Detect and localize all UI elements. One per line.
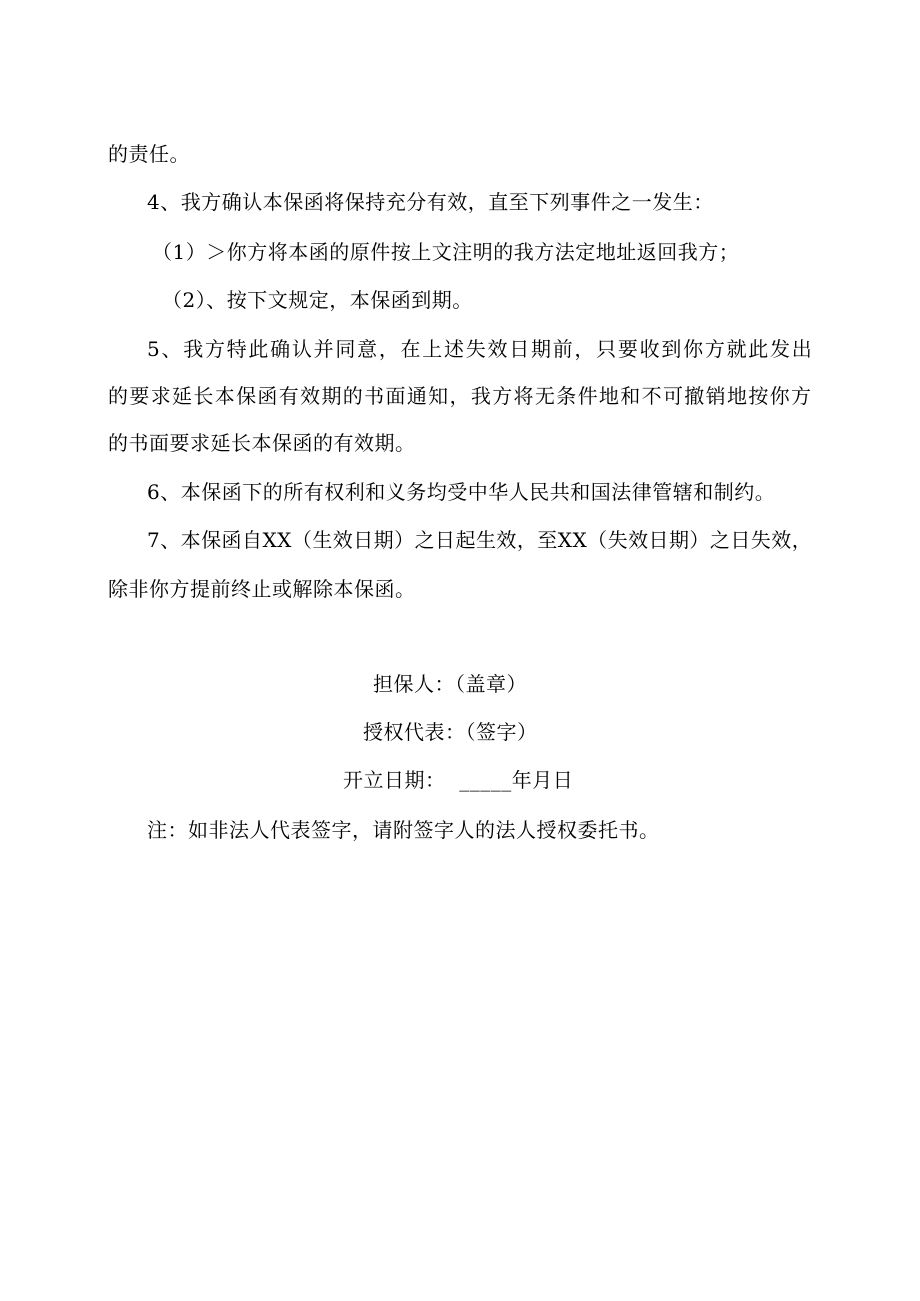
clause-7-line-2: 除非你方提前终止或解除本保函。	[108, 577, 416, 601]
issue-date-line: 开立日期： _____年月日	[343, 768, 574, 792]
paragraph-continuation: 的责任。	[108, 142, 190, 166]
clause-7-line-1: 7 、 本 保 函 自 X X （ 生 效 日 期 ） 之 日 起 生 效 ， 至 X X （ 失 效 日 期 ） 之 日 失 效 ，	[147, 528, 812, 552]
clause-4-item-2: （2）、按下文规定，本保函到期。	[162, 288, 473, 312]
guarantor-seal-line: 担保人：（盖章）	[373, 672, 527, 696]
clause-4-item-1: （1）＞你方将本函的原件按上文注明的我方法定地址返回我方；	[152, 240, 740, 264]
clause-5-line-2: 的 要 求 延 长 本 保 函 有 效 期 的 书 面 通 知 ， 我 方 将 无 条 件 地 和 不 可 撤 销 地 按 你 方	[108, 384, 811, 408]
clause-6: 6、本保函下的所有权利和义务均受中华人民共和国法律管辖和制约。	[147, 480, 776, 504]
signature-note: 注：如非法人代表签字，请附签字人的法人授权委托书。	[147, 818, 660, 842]
clause-5-line-3: 的书面要求延长本保函的有效期。	[108, 431, 416, 455]
clause-4: 4、我方确认本保函将保持充分有效，直至下列事件之一发生：	[147, 190, 714, 214]
representative-signature-line: 授权代表：（签字）	[363, 720, 538, 744]
clause-5-line-1: 5 、 我 方 特 此 确 认 并 同 意 ， 在 上 述 失 效 日 期 前 ， 只 要 收 到 你 方 就 此 发 出	[147, 337, 812, 361]
